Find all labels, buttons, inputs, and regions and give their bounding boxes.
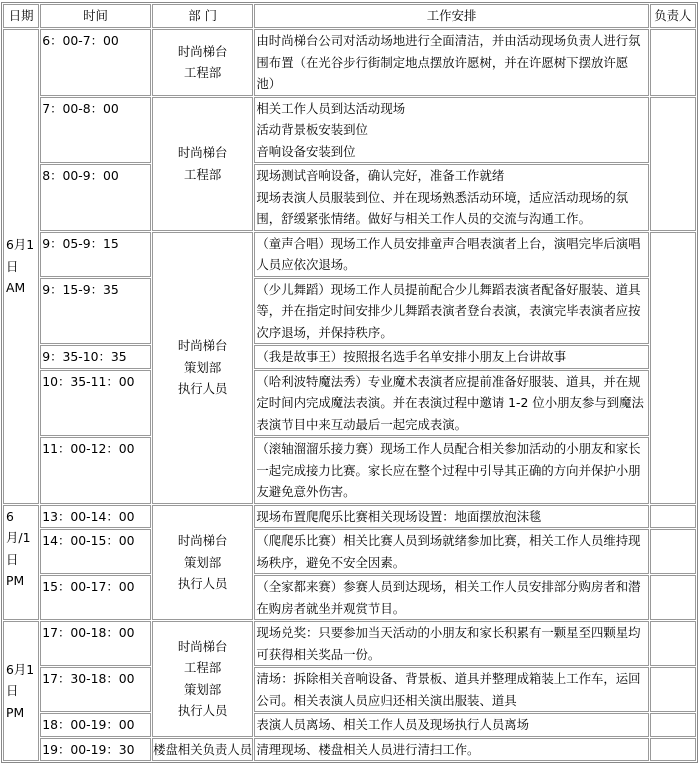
work-cell: 清场：拆除相关音响设备、背景板、道具并整理成箱装上工作车，运回公司。相关表演人员应归还相关演出服装、道具 bbox=[254, 667, 648, 712]
schedule-table bbox=[1, 2, 698, 763]
header-date: 日期 bbox=[3, 4, 39, 28]
dept-cell: 时尚梯台 工程部 bbox=[152, 97, 254, 231]
work-cell: 相关工作人员到达活动现场 活动背景板安装到位 音响设备安装到位 bbox=[254, 97, 648, 164]
time-cell: 9：05-9：15 bbox=[40, 232, 151, 277]
table-row bbox=[3, 621, 696, 666]
table-row bbox=[3, 29, 696, 96]
owner-cell bbox=[650, 232, 696, 504]
work-cell: （我是故事王）按照报名选手名单安排小朋友上台讲故事 bbox=[254, 345, 648, 369]
owner-cell bbox=[650, 575, 696, 620]
table-row bbox=[3, 345, 696, 369]
work-cell: 现场布置爬爬乐比赛相关现场设置：地面摆放泡沫毯 bbox=[254, 505, 648, 529]
table-row bbox=[3, 370, 696, 437]
time-cell: 13：00-14：00 bbox=[40, 505, 151, 529]
dept-cell: 时尚梯台 策划部 执行人员 bbox=[152, 232, 254, 504]
header-owner: 负责人 bbox=[650, 4, 696, 28]
table-row bbox=[3, 738, 696, 762]
dept-cell: 时尚梯台 策划部 执行人员 bbox=[152, 505, 254, 621]
work-cell: 现场兑奖：只要参加当天活动的小朋友和家长积累有一颗星至四颗星均可获得相关奖品一份。 bbox=[254, 621, 648, 666]
header-dept: 部 门 bbox=[152, 4, 254, 28]
owner-cell bbox=[650, 97, 696, 231]
table-row bbox=[3, 667, 696, 712]
table-row bbox=[3, 505, 696, 529]
date-cell: 6月1日 AM bbox=[3, 29, 39, 504]
time-cell: 8：00-9：00 bbox=[40, 164, 151, 231]
work-cell: 由时尚梯台公司对活动场地进行全面清洁，并由活动现场负责人进行氛围布置（在光谷步行街制定地点摆放许愿树，并在许愿树下摆放许愿池） bbox=[254, 29, 648, 96]
time-cell: 6：00-7：00 bbox=[40, 29, 151, 96]
time-cell: 9：35-10：35 bbox=[40, 345, 151, 369]
table-row bbox=[3, 575, 696, 620]
work-cell: （全家都来赛）参赛人员到达现场，相关工作人员安排部分购房者和潜在购房者就坐并观赏节目。 bbox=[254, 575, 648, 620]
table-row bbox=[3, 278, 696, 345]
table-row bbox=[3, 437, 696, 504]
header-time: 时间 bbox=[40, 4, 151, 28]
time-cell: 14：00-15：00 bbox=[40, 529, 151, 574]
date-cell: 6月/1日 PM bbox=[3, 505, 39, 621]
work-cell: （爬爬乐比赛）相关比赛人员到场就绪参加比赛，相关工作人员维持现场秩序，避免不安全因素。 bbox=[254, 529, 648, 574]
work-cell: 清理现场、楼盘相关人员进行清扫工作。 bbox=[254, 738, 648, 762]
owner-cell bbox=[650, 713, 696, 737]
time-cell: 7：00-8：00 bbox=[40, 97, 151, 164]
dept-cell: 楼盘相关负责人员 bbox=[152, 738, 254, 762]
table-row bbox=[3, 713, 696, 737]
time-cell: 17：30-18：00 bbox=[40, 667, 151, 712]
owner-cell bbox=[650, 621, 696, 666]
work-cell: （滚轴溜溜乐接力赛）现场工作人员配合相关参加活动的小朋友和家长一起完成接力比赛。家长应在整个过程中引导其正确的方向并保护小朋友避免意外伤害。 bbox=[254, 437, 648, 504]
time-cell: 11：00-12：00 bbox=[40, 437, 151, 504]
time-cell: 15：00-17：00 bbox=[40, 575, 151, 620]
table-row bbox=[3, 529, 696, 574]
time-cell: 18：00-19：00 bbox=[40, 713, 151, 737]
work-cell: （少儿舞蹈）现场工作人员提前配合少儿舞蹈表演者配备好服装、道具等，并在指定时间安排少儿舞蹈表演者登台表演，表演完毕表演者应按次序退场，并保持秩序。 bbox=[254, 278, 648, 345]
time-cell: 9：15-9：35 bbox=[40, 278, 151, 345]
date-cell: 6月1日 PM bbox=[3, 621, 39, 761]
table-row bbox=[3, 164, 696, 231]
time-cell: 17：00-18：00 bbox=[40, 621, 151, 666]
table-row bbox=[3, 232, 696, 277]
header-work: 工作安排 bbox=[254, 4, 648, 28]
work-cell: （童声合唱）现场工作人员安排童声合唱表演者上台，演唱完毕后演唱人员应依次退场。 bbox=[254, 232, 648, 277]
owner-cell bbox=[650, 738, 696, 762]
owner-cell bbox=[650, 529, 696, 574]
dept-cell: 时尚梯台 工程部 策划部 执行人员 bbox=[152, 621, 254, 737]
time-cell: 10：35-11：00 bbox=[40, 370, 151, 437]
table-row bbox=[3, 97, 696, 164]
work-cell: 现场测试音响设备，确认完好，准备工作就绪 现场表演人员服装到位、并在现场熟悉活动环境，适应活动现场的氛围，舒缓紧张情绪。做好与相关工作人员的交流与沟通工作。 bbox=[254, 164, 648, 231]
dept-cell: 时尚梯台 工程部 bbox=[152, 29, 254, 96]
owner-cell bbox=[650, 29, 696, 96]
owner-cell bbox=[650, 667, 696, 712]
work-cell: （哈利波特魔法秀）专业魔术表演者应提前准备好服装、道具，并在规定时间内完成魔法表演。并在表演过程中邀请 1-2 位小朋友参与到魔法表演节目中来互动最后一起完成表演。 bbox=[254, 370, 648, 437]
owner-cell bbox=[650, 505, 696, 529]
work-cell: 表演人员离场、相关工作人员及现场执行人员离场 bbox=[254, 713, 648, 737]
time-cell: 19：00-19：30 bbox=[40, 738, 151, 762]
header-row bbox=[3, 4, 696, 28]
